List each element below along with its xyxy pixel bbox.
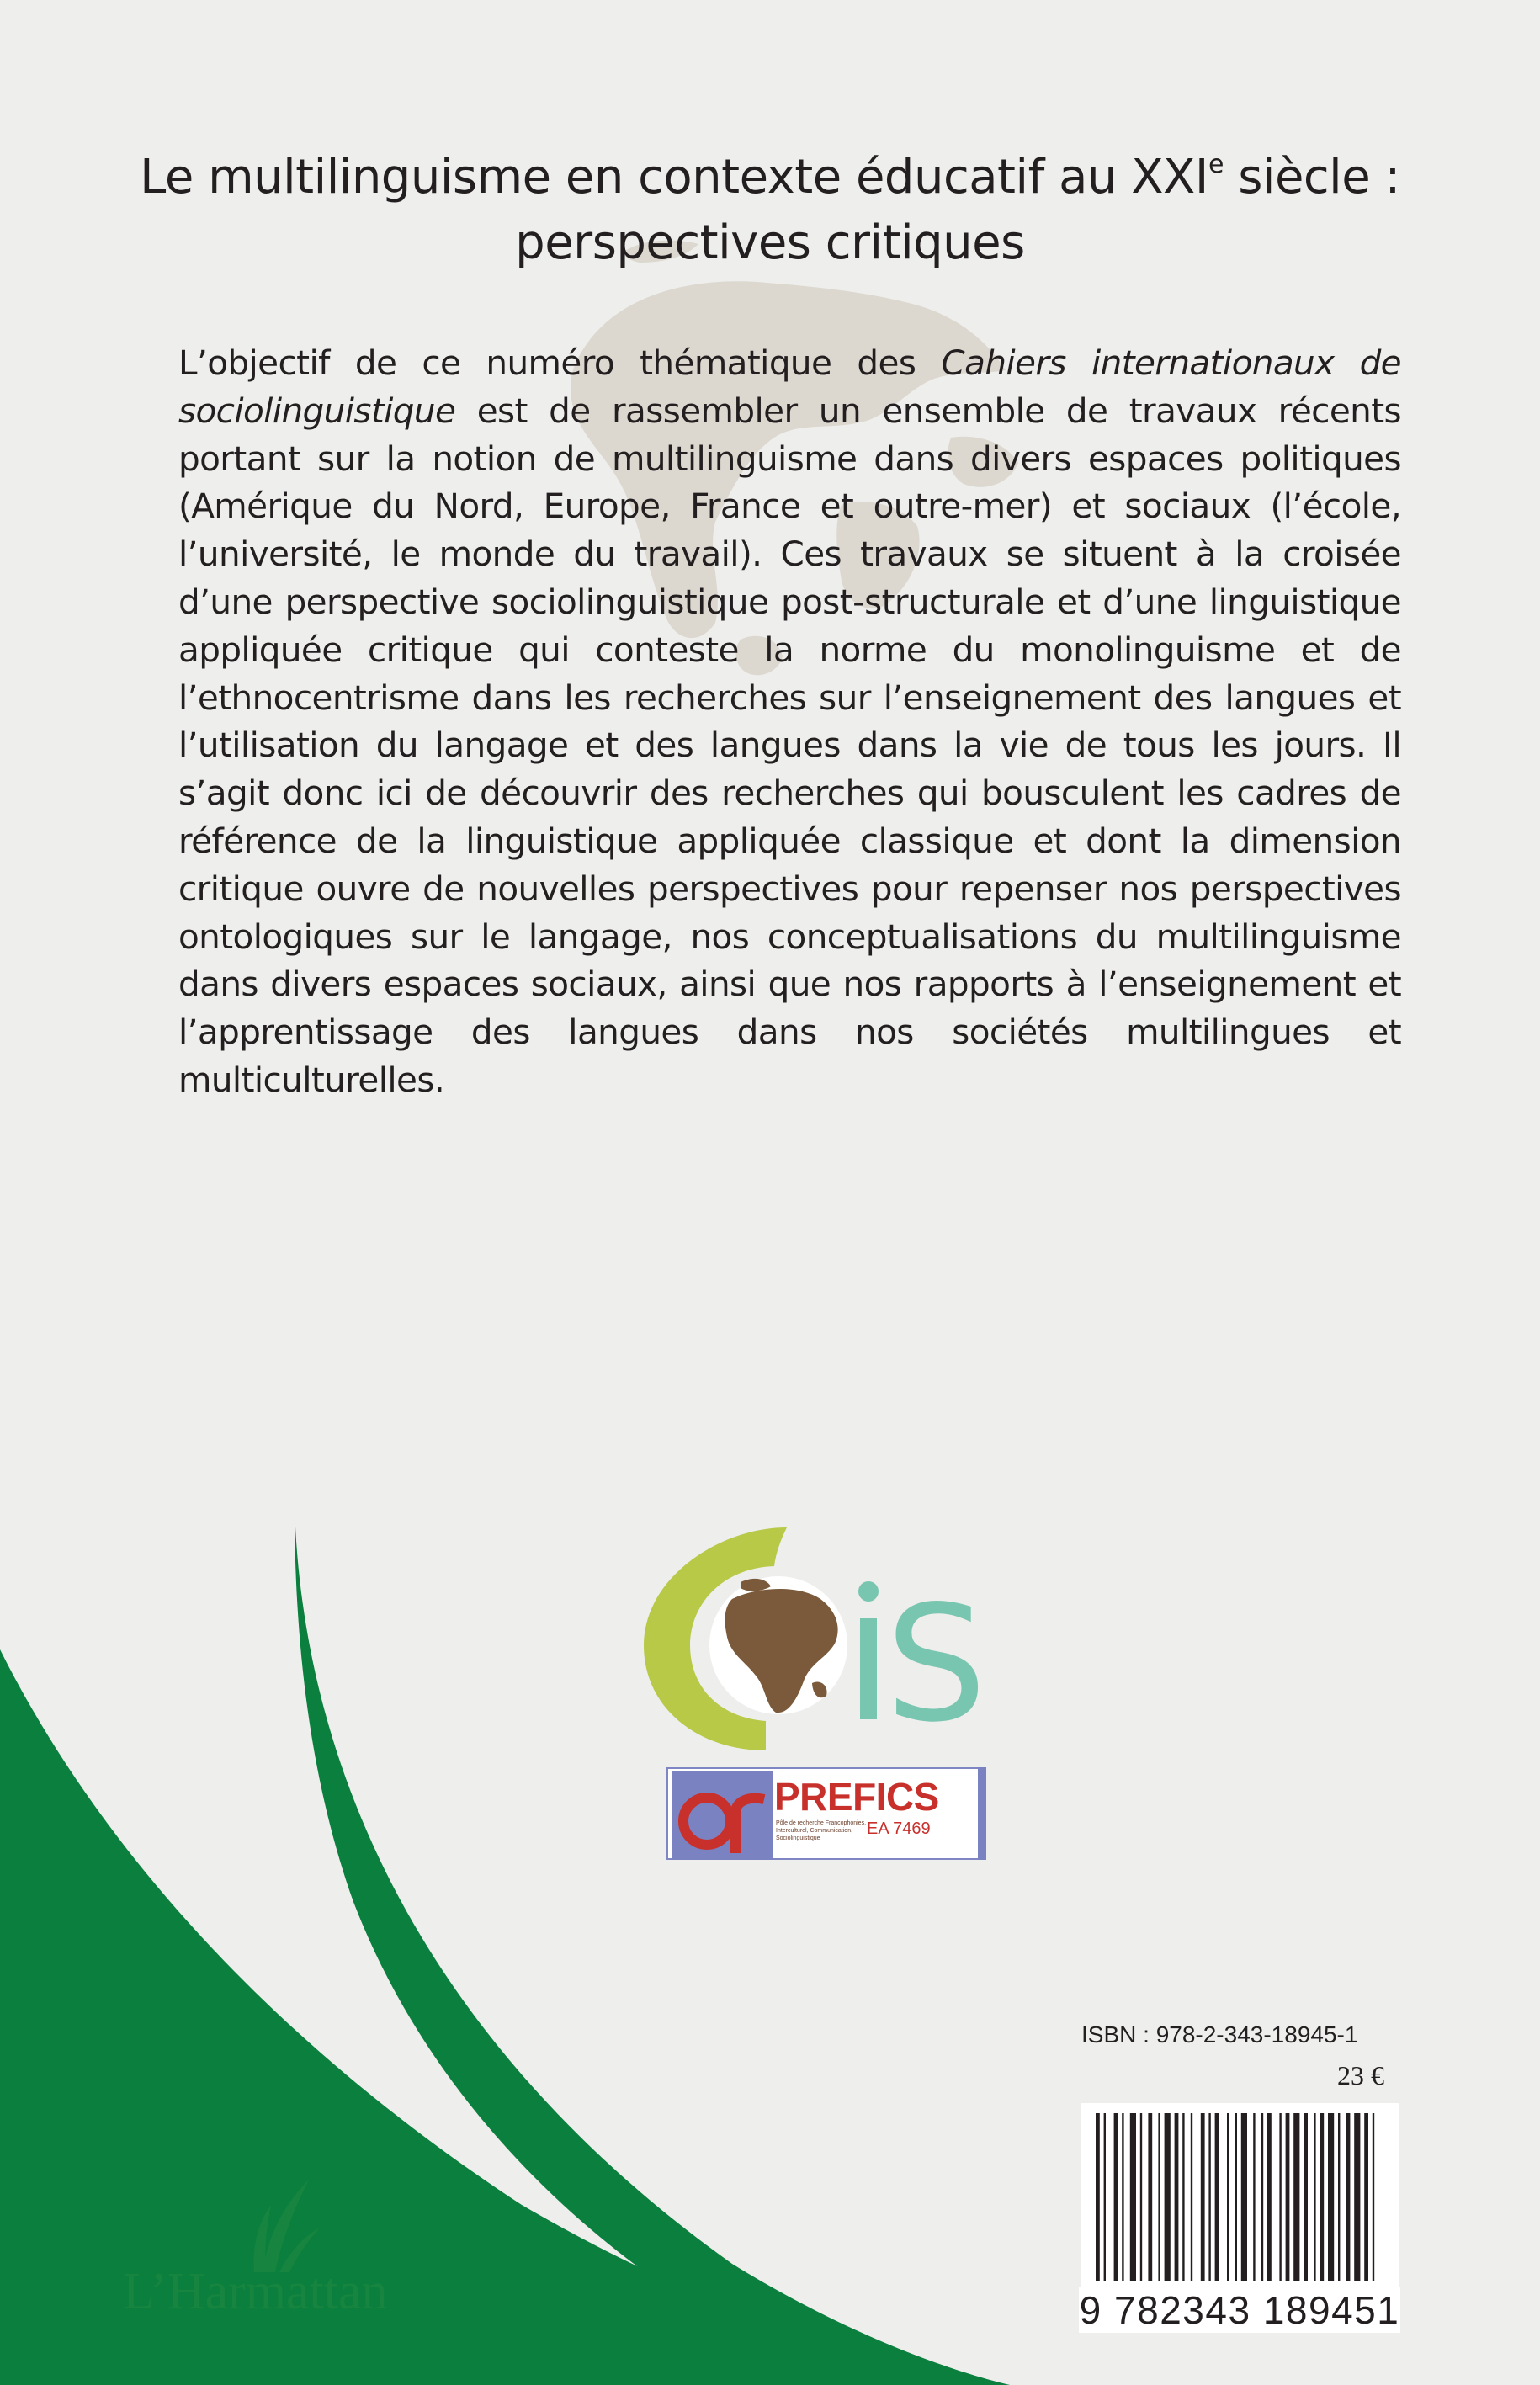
barcode-bar [1114, 2113, 1118, 2281]
book-title [101, 145, 1439, 276]
prefics-description: Pôle de recherche Francophonies, Interculturel, Communication, Sociolinguistique [776, 1820, 867, 1841]
barcode-bar [1158, 2113, 1160, 2281]
prefics-logo [666, 1767, 986, 1860]
back-cover-blurb [178, 339, 1401, 1104]
prefics-side-bar [978, 1767, 986, 1860]
journal-name: Cahiers internationaux de sociolinguistique [178, 343, 1401, 431]
barcode-bar [1096, 2113, 1100, 2281]
barcode-bar [1320, 2113, 1324, 2281]
price-label: 23 € [1337, 2060, 1384, 2090]
barcode-bar [1227, 2113, 1229, 2281]
barcode-bar [1261, 2113, 1263, 2281]
barcode-bar [1354, 2113, 1360, 2281]
barcode-bar [1304, 2113, 1308, 2281]
barcode-bar [1364, 2113, 1368, 2281]
blurb-part2: est de rassembler un ensemble de travaux récents portant sur la notion de multilinguisme dans divers espaces politiques (Amérique du Nord, Europe, France et outre-mer) et sociaux (l’école, l’université, le monde du travail). Ces travaux se situent à la croisée d’une perspective sociolinguistique post-structurale et d’une linguistique appliquée critique qui conteste la norme du monolinguisme et de l’ethnocentrisme dans les recherches sur l’enseignement des langues et l’utilisation du langage et des langues dans la vie de tous les jours. Il s’agit donc ici de découvrir des recherches qui bousculent les cadres de référence de la linguistique appliquée classique et dont la dimension critique ouvre de nouvelles perspectives pour repenser nos perspectives ontologiques sur le langage, nos conceptualisations du multilinguisme dans divers espaces sociaux, ainsi que nos rapports à l’enseignement et l’apprentissage des langues dans nos sociétés multilingues et multiculturelles. [178, 390, 1401, 1100]
barcode-bar [1208, 2113, 1210, 2281]
barcode-bar [1314, 2113, 1315, 2281]
title-line2: perspectives critiques [515, 215, 1025, 270]
barcode-bar [1346, 2113, 1351, 2281]
barcode-bar [1148, 2113, 1152, 2281]
barcode-bar [1253, 2113, 1255, 2281]
cis-i-stem [860, 1618, 877, 1719]
title-line1: Le multilinguisme en contexte éducatif au XXI [140, 150, 1208, 205]
publisher-name: L’Harmattan [123, 2263, 388, 2320]
cis-logo [640, 1511, 993, 1755]
barcode-bar [1267, 2113, 1272, 2281]
barcode-bar [1182, 2113, 1184, 2281]
publisher-leaf-icon [229, 2175, 321, 2276]
blurb-part1: L’objectif de ce numéro thématique des [178, 343, 942, 383]
prefics-code: EA 7469 [867, 1819, 931, 1838]
barcode-bar [1104, 2113, 1106, 2281]
barcode-bar [1122, 2113, 1123, 2281]
prefics-emblem-icon [672, 1771, 773, 1860]
globe-icon [709, 1576, 847, 1714]
barcode-digits: 9 782343 189451 [1079, 2288, 1400, 2332]
barcode-bar [1286, 2113, 1290, 2281]
isbn-label: ISBN : 978-2-343-18945-1 [1081, 2021, 1358, 2048]
barcode-bar [1373, 2113, 1374, 2281]
cis-i-dot [858, 1581, 879, 1602]
barcode-bar [1215, 2113, 1219, 2281]
barcode-bar [1279, 2113, 1281, 2281]
title-line1-end: siècle : [1223, 150, 1400, 205]
barcode-bar [1191, 2113, 1192, 2281]
barcode-bar [1235, 2113, 1237, 2281]
barcode-bar [1201, 2113, 1205, 2281]
barcode-bar [1130, 2113, 1136, 2281]
barcode-bar [1293, 2113, 1299, 2281]
prefics-name: PREFICS [774, 1775, 939, 1819]
barcode-bar [1140, 2113, 1142, 2281]
barcode-bar [1338, 2113, 1340, 2281]
barcode-bar [1241, 2113, 1247, 2281]
barcode-bar [1175, 2113, 1179, 2281]
cis-s: S [885, 1571, 987, 1755]
title-superscript: e [1208, 150, 1224, 179]
barcode-bar [1328, 2113, 1334, 2281]
barcode-bar [1165, 2113, 1171, 2281]
